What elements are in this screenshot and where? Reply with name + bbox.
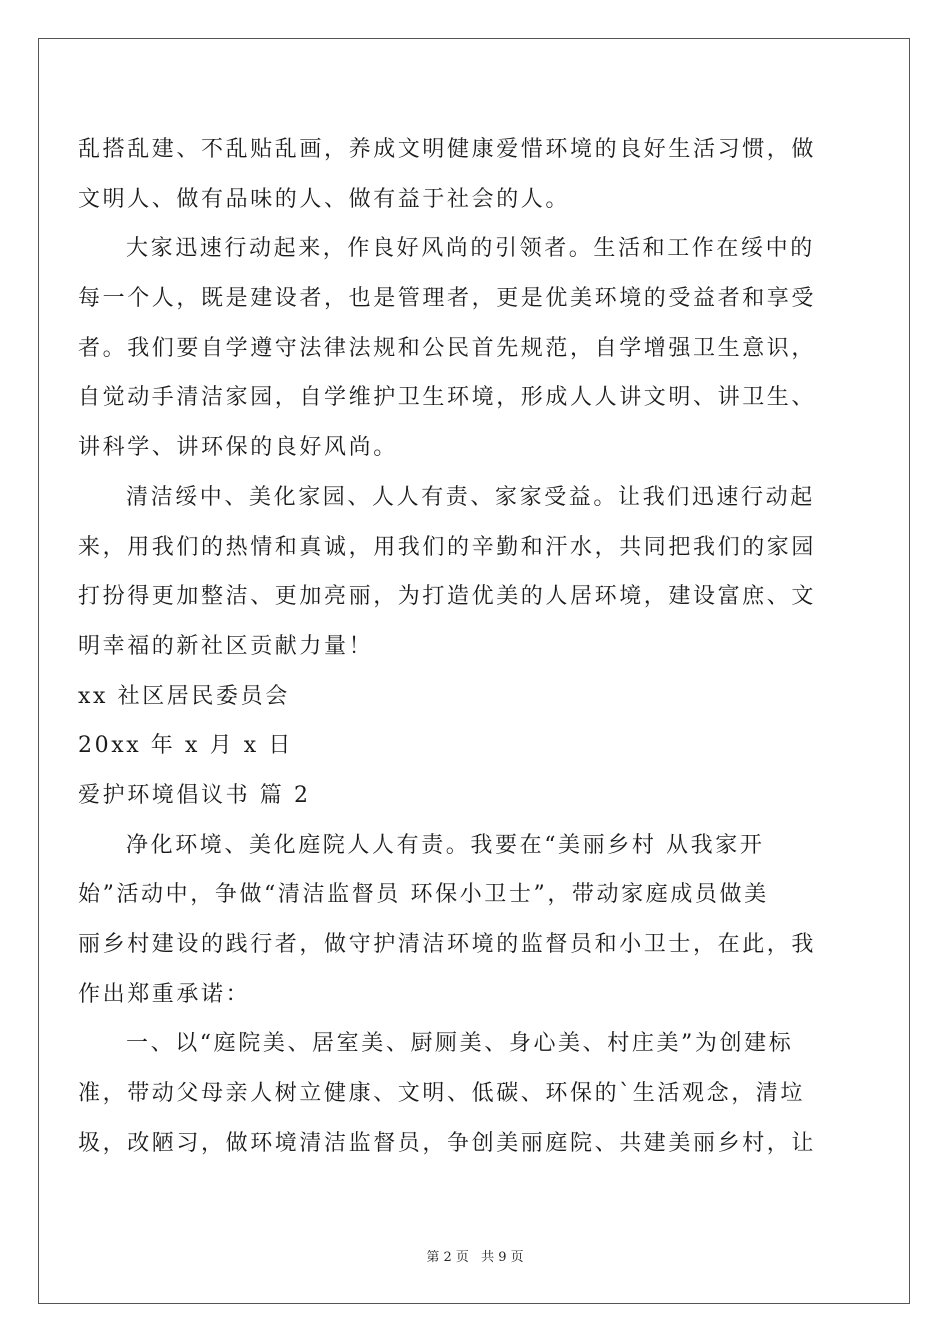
- page-total: 共 9 页: [481, 1250, 524, 1265]
- text-line: 丽乡村建设的践行者，做守护清洁环境的监督员和小卫士，在此，我: [78, 932, 817, 957]
- page-footer: [0, 1246, 950, 1265]
- text-line: 自觉动手清洁家园，自学维护卫生环境，形成人人讲文明、讲卫生、: [78, 385, 817, 411]
- text-line: 打扮得更加整洁、更加亮丽，为打造优美的人居环境，建设富庶、文: [78, 584, 817, 610]
- text-line: 明幸福的新社区贡献力量！: [78, 633, 374, 659]
- text-line: 来，用我们的热情和真诚，用我们的辛勤和汗水，共同把我们的家园: [78, 534, 817, 560]
- text-line: 净化环境、美化庭院人人有责。我要在“美丽乡村 从我家开: [126, 832, 765, 858]
- text-line: 大家迅速行动起来，作良好风尚的引领者。生活和工作在绥中的: [126, 236, 815, 262]
- text-line: 一、以“庭院美、居室美、厨厕美、身心美、村庄美”为创建标: [126, 1031, 794, 1057]
- text-line: 准，带动父母亲人树立健康、文明、低碳、环保的`生活观念，清垃: [78, 1081, 806, 1107]
- text-line: 乱搭乱建、不乱贴乱画，养成文明健康爱惜环境的良好生活习惯，做: [78, 137, 817, 162]
- text-line: 20xx 年 x 月 x 日: [78, 733, 293, 759]
- text-line: 每一个人，既是建设者，也是管理者，更是优美环境的受益者和享受: [78, 286, 817, 312]
- text-line: 讲科学、讲环保的良好风尚。: [78, 435, 398, 461]
- text-line: xx 社区居民委员会: [78, 683, 290, 709]
- document-body: [78, 125, 838, 1168]
- text-line: 者。我们要自学遵守法律法规和公民首先规范，自学增强卫生意识，: [78, 335, 817, 361]
- text-line: 爱护环境倡议书 篇 2: [78, 782, 311, 808]
- text-line: 清洁绥中、美化家园、人人有责、家家受益。让我们迅速行动起: [126, 484, 815, 510]
- page-number: 第 2 页: [426, 1250, 469, 1265]
- text-line: 作出郑重承诺：: [78, 981, 251, 1007]
- text-line: 文明人、做有品味的人、做有益于社会的人。: [78, 186, 571, 212]
- text-line: 始”活动中，争做“清洁监督员 环保小卫士”，带动家庭成员做美: [78, 882, 769, 908]
- text-line: 圾，改陋习，做环境清洁监督员，争创美丽庭院、共建美丽乡村，让: [78, 1130, 817, 1156]
